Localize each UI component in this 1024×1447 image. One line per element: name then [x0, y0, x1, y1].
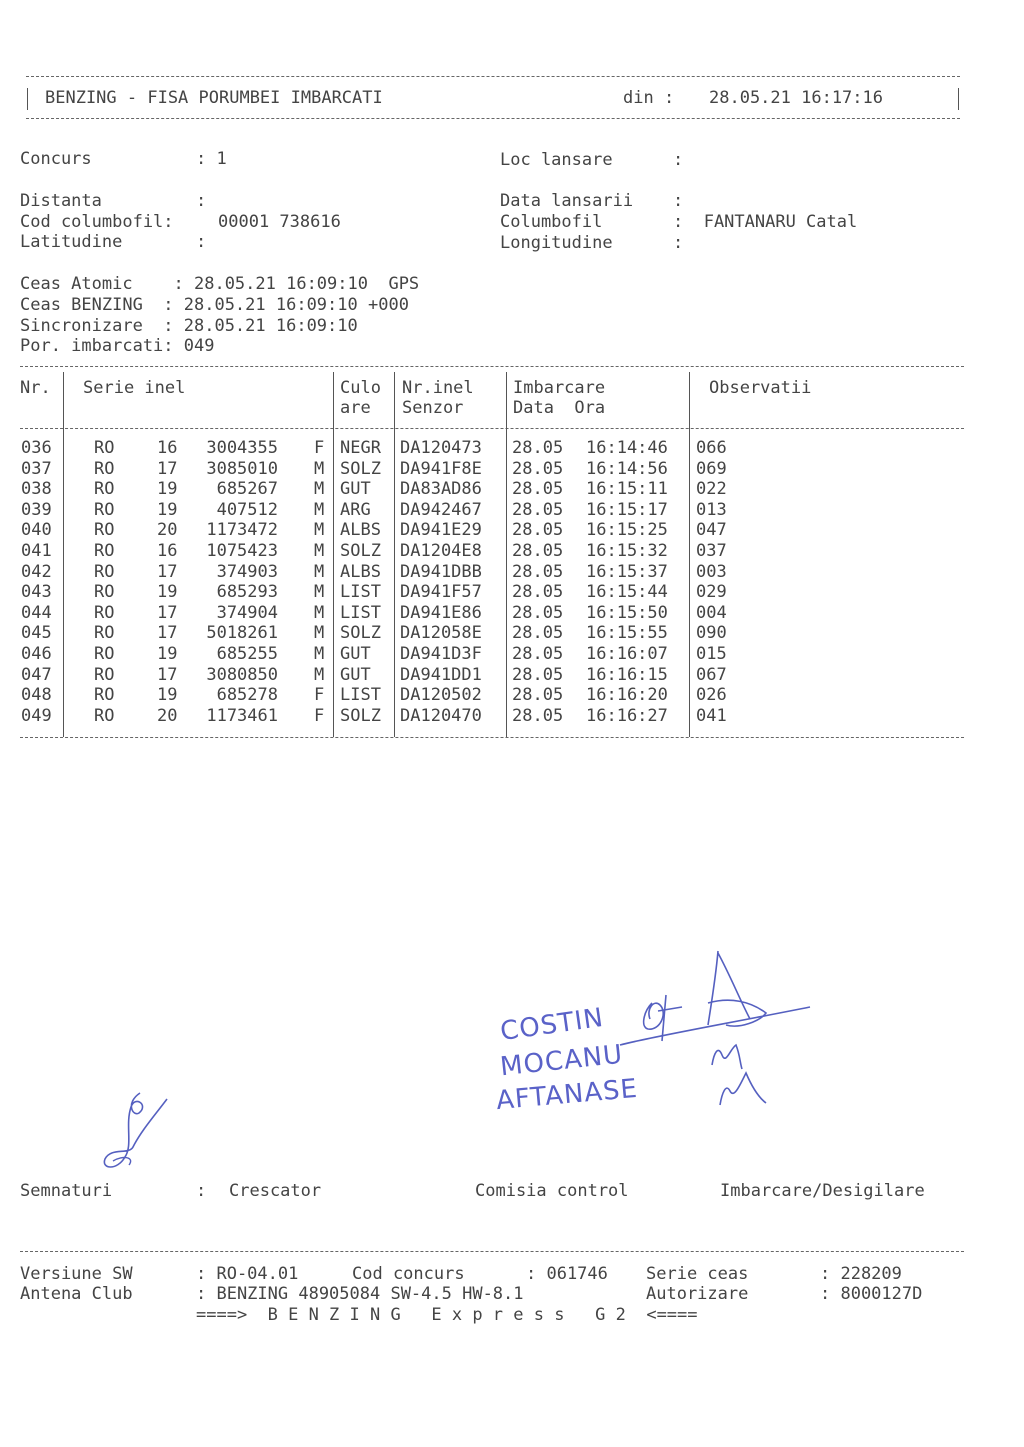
- signature-crescator: [95, 1085, 185, 1185]
- row-observatii: 004: [696, 602, 727, 623]
- row-date: 28.05: [512, 623, 564, 644]
- columbofil-label: Columbofil: [500, 212, 603, 232]
- data-lansarii-label: Data lansarii: [500, 191, 634, 211]
- row-time: 16:16:07: [586, 644, 668, 664]
- signature-comisia: [590, 945, 820, 1115]
- row-year: 16: [157, 438, 178, 458]
- row-color: GUT: [340, 479, 371, 500]
- row-sex: M: [314, 561, 325, 582]
- row-sex: M: [314, 602, 325, 623]
- row-country: RO: [94, 705, 115, 726]
- row-time: 16:16:20: [586, 685, 668, 706]
- footer-separator: [20, 1251, 964, 1252]
- header-nrinel-1: Nr.inel: [402, 378, 474, 398]
- table-header-separator: [20, 428, 964, 429]
- comisia-control-label: Comisia control: [475, 1181, 629, 1201]
- row-color: ARG: [340, 499, 371, 520]
- row-time: 16:15:50: [586, 602, 668, 623]
- row-observatii: 015: [696, 644, 727, 664]
- row-date: 28.05: [512, 602, 564, 623]
- row-nr: 047: [21, 664, 52, 685]
- row-observatii: 022: [696, 479, 727, 500]
- data-lansarii-value: :: [673, 191, 684, 211]
- header-culoare-2: are: [340, 398, 371, 418]
- row-color: GUT: [340, 664, 371, 685]
- row-color: GUT: [340, 644, 371, 664]
- row-nr: 037: [21, 458, 52, 479]
- row-sensor: DA120470: [400, 705, 482, 726]
- row-year: 17: [157, 623, 178, 644]
- row-date: 28.05: [512, 644, 564, 664]
- row-ring-number: 407512: [216, 499, 278, 520]
- row-sex: M: [314, 623, 325, 644]
- row-country: RO: [94, 685, 115, 706]
- row-country: RO: [94, 499, 115, 520]
- header-imbarcare-2: Data Ora: [513, 398, 606, 418]
- table-bottom-border: [20, 737, 964, 738]
- row-observatii: 037: [696, 541, 727, 561]
- row-sex: M: [314, 479, 325, 500]
- row-observatii: 066: [696, 438, 727, 458]
- row-date: 28.05: [512, 685, 564, 706]
- row-observatii: 029: [696, 582, 727, 603]
- row-sensor: DA12058E: [400, 623, 482, 644]
- table-row: [0, 603, 1024, 624]
- longitudine-label: Longitudine: [500, 233, 613, 253]
- longitudine-value: :: [673, 233, 684, 253]
- row-color: LIST: [340, 685, 381, 706]
- header-right-border: [958, 88, 959, 110]
- row-sensor: DA120473: [400, 438, 482, 458]
- semnaturi-label: Semnaturi: [20, 1181, 113, 1201]
- por-imbarcati: Por. imbarcati: 049: [20, 336, 215, 356]
- row-sex: M: [314, 499, 325, 520]
- row-sensor: DA1204E8: [400, 541, 482, 561]
- row-nr: 038: [21, 479, 52, 500]
- table-row: [0, 479, 1024, 500]
- row-sensor: DA941DBB: [400, 561, 482, 582]
- row-nr: 036: [21, 438, 52, 458]
- row-year: 19: [157, 644, 178, 664]
- row-date: 28.05: [512, 561, 564, 582]
- row-year: 17: [157, 602, 178, 623]
- row-ring-number: 685255: [216, 644, 278, 664]
- row-observatii: 090: [696, 623, 727, 644]
- antena-club-value: : BENZING 48905084 SW-4.5 HW-8.1: [196, 1284, 524, 1304]
- handwritten-name-mocanu: MOCANU: [498, 1039, 625, 1083]
- row-nr: 045: [21, 623, 52, 644]
- row-sensor: DA83AD86: [400, 479, 482, 500]
- header-top-border: [26, 76, 960, 77]
- crescator-label: Crescator: [229, 1181, 322, 1201]
- table-row: [0, 562, 1024, 583]
- row-sensor: DA941F57: [400, 582, 482, 603]
- row-country: RO: [94, 644, 115, 664]
- row-nr: 040: [21, 520, 52, 541]
- row-sensor: DA941F8E: [400, 458, 482, 479]
- row-ring-number: 3004355: [206, 438, 278, 458]
- header-din-label: din :: [623, 88, 675, 108]
- row-nr: 039: [21, 499, 52, 520]
- row-ring-number: 685278: [216, 685, 278, 706]
- row-date: 28.05: [512, 479, 564, 500]
- row-sex: F: [314, 705, 325, 726]
- row-color: NEGR: [340, 438, 381, 458]
- table-row: [0, 706, 1024, 727]
- row-sensor: DA941D3F: [400, 644, 482, 664]
- row-date: 28.05: [512, 458, 564, 479]
- row-nr: 041: [21, 541, 52, 561]
- row-nr: 049: [21, 705, 52, 726]
- antena-club-label: Antena Club: [20, 1284, 133, 1304]
- row-time: 16:16:27: [586, 705, 668, 726]
- row-date: 28.05: [512, 664, 564, 685]
- row-country: RO: [94, 438, 115, 458]
- row-sex: M: [314, 644, 325, 664]
- row-time: 16:15:25: [586, 520, 668, 541]
- latitudine-label: Latitudine: [20, 232, 123, 252]
- row-year: 19: [157, 499, 178, 520]
- row-year: 17: [157, 664, 178, 685]
- latitudine-value: :: [196, 232, 207, 252]
- autorizare-label: Autorizare: [646, 1284, 749, 1304]
- table-row: [0, 582, 1024, 603]
- row-time: 16:14:56: [586, 458, 668, 479]
- header-nrinel-2: Senzor: [402, 398, 464, 418]
- autorizare-value: : 8000127D: [820, 1284, 923, 1304]
- row-color: ALBS: [340, 561, 381, 582]
- row-time: 16:14:46: [586, 438, 668, 458]
- row-observatii: 013: [696, 499, 727, 520]
- row-country: RO: [94, 458, 115, 479]
- row-date: 28.05: [512, 541, 564, 561]
- row-country: RO: [94, 664, 115, 685]
- sincronizare: Sincronizare : 28.05.21 16:09:10: [20, 316, 358, 336]
- row-country: RO: [94, 561, 115, 582]
- row-year: 19: [157, 582, 178, 603]
- table-row: [0, 459, 1024, 480]
- row-year: 20: [157, 705, 178, 726]
- row-ring-number: 5018261: [206, 623, 278, 644]
- row-color: SOLZ: [340, 458, 381, 479]
- row-sex: M: [314, 458, 325, 479]
- header-serie-inel: Serie inel: [83, 378, 186, 398]
- row-color: SOLZ: [340, 623, 381, 644]
- cod-concurs-label: Cod concurs: [352, 1264, 465, 1284]
- row-sensor: DA941E86: [400, 602, 482, 623]
- header-left-border: [27, 88, 28, 110]
- row-year: 20: [157, 520, 178, 541]
- cod-concurs-value: : 061746: [526, 1264, 608, 1284]
- versiune-sw-value: : RO-04.01: [196, 1264, 299, 1284]
- row-country: RO: [94, 623, 115, 644]
- ceas-atomic: Ceas Atomic : 28.05.21 16:09:10 GPS: [20, 274, 420, 294]
- table-row: [0, 500, 1024, 521]
- versiune-sw-label: Versiune SW: [20, 1264, 133, 1284]
- cod-columbofil-value: 00001 738616: [218, 212, 341, 232]
- header-culoare-1: Culo: [340, 378, 381, 398]
- handwritten-name-aftanase: AFTANASE: [494, 1073, 640, 1117]
- row-ring-number: 3080850: [206, 664, 278, 685]
- report-title: BENZING - FISA PORUMBEI IMBARCATI: [45, 88, 383, 108]
- row-color: LIST: [340, 582, 381, 603]
- row-ring-number: 374904: [216, 602, 278, 623]
- row-sex: F: [314, 438, 325, 458]
- serie-ceas-label: Serie ceas: [646, 1264, 749, 1284]
- row-color: SOLZ: [340, 705, 381, 726]
- header-nr: Nr.: [20, 378, 51, 398]
- row-year: 17: [157, 561, 178, 582]
- row-ring-number: 3085010: [206, 458, 278, 479]
- row-sex: F: [314, 685, 325, 706]
- benzing-express-banner: ====> B E N Z I N G E x p r e s s G 2 <====: [196, 1305, 698, 1325]
- concurs-value: : 1: [196, 149, 227, 169]
- row-date: 28.05: [512, 499, 564, 520]
- ceas-benzing: Ceas BENZING : 28.05.21 16:09:10 +000: [20, 295, 409, 315]
- header-imbarcare-1: Imbarcare: [513, 378, 606, 398]
- row-ring-number: 685293: [216, 582, 278, 603]
- table-row: [0, 541, 1024, 562]
- row-time: 16:15:11: [586, 479, 668, 500]
- table-row: [0, 685, 1024, 706]
- row-country: RO: [94, 582, 115, 603]
- row-sensor: DA941E29: [400, 520, 482, 541]
- row-nr: 046: [21, 644, 52, 664]
- loc-lansare-value: :: [673, 150, 684, 170]
- imbarcare-desigilare-label: Imbarcare/Desigilare: [720, 1181, 925, 1201]
- row-year: 16: [157, 541, 178, 561]
- table-row: [0, 644, 1024, 665]
- cod-columbofil-label: Cod columbofil:: [20, 212, 174, 232]
- header-bottom-border: [26, 118, 960, 119]
- row-nr: 042: [21, 561, 52, 582]
- distanta-label: Distanta: [20, 191, 102, 211]
- row-observatii: 041: [696, 705, 727, 726]
- row-observatii: 026: [696, 685, 727, 706]
- row-color: LIST: [340, 602, 381, 623]
- row-date: 28.05: [512, 438, 564, 458]
- row-date: 28.05: [512, 520, 564, 541]
- row-year: 19: [157, 685, 178, 706]
- row-ring-number: 685267: [216, 479, 278, 500]
- row-sex: M: [314, 582, 325, 603]
- row-ring-number: 1173472: [206, 520, 278, 541]
- header-observatii: Observatii: [709, 378, 812, 398]
- row-color: ALBS: [340, 520, 381, 541]
- row-color: SOLZ: [340, 541, 381, 561]
- handwritten-name-costin: COSTIN: [498, 1002, 606, 1048]
- row-observatii: 069: [696, 458, 727, 479]
- concurs-label: Concurs: [20, 149, 92, 169]
- row-time: 16:15:44: [586, 582, 668, 603]
- columbofil-value: : FANTANARU Catal: [673, 212, 858, 232]
- row-time: 16:15:32: [586, 541, 668, 561]
- distanta-value: :: [196, 191, 207, 211]
- table-row: [0, 623, 1024, 644]
- semnaturi-separator: :: [196, 1181, 207, 1201]
- row-ring-number: 1173461: [206, 705, 278, 726]
- row-sensor: DA942467: [400, 499, 482, 520]
- row-time: 16:15:55: [586, 623, 668, 644]
- loc-lansare-label: Loc lansare: [500, 150, 613, 170]
- row-time: 16:15:17: [586, 499, 668, 520]
- table-top-border: [20, 366, 964, 367]
- row-year: 17: [157, 458, 178, 479]
- row-observatii: 003: [696, 561, 727, 582]
- row-sensor: DA120502: [400, 685, 482, 706]
- table-row: [0, 438, 1024, 459]
- row-sensor: DA941DD1: [400, 664, 482, 685]
- serie-ceas-value: : 228209: [820, 1264, 902, 1284]
- table-row: [0, 520, 1024, 541]
- row-sex: M: [314, 541, 325, 561]
- row-time: 16:16:15: [586, 664, 668, 685]
- row-nr: 044: [21, 602, 52, 623]
- row-nr: 048: [21, 685, 52, 706]
- row-ring-number: 374903: [216, 561, 278, 582]
- row-observatii: 047: [696, 520, 727, 541]
- row-observatii: 067: [696, 664, 727, 685]
- row-country: RO: [94, 479, 115, 500]
- header-datetime: 28.05.21 16:17:16: [709, 88, 883, 108]
- row-sex: M: [314, 520, 325, 541]
- row-year: 19: [157, 479, 178, 500]
- row-sex: M: [314, 664, 325, 685]
- row-country: RO: [94, 541, 115, 561]
- row-date: 28.05: [512, 582, 564, 603]
- row-ring-number: 1075423: [206, 541, 278, 561]
- row-nr: 043: [21, 582, 52, 603]
- row-country: RO: [94, 520, 115, 541]
- row-country: RO: [94, 602, 115, 623]
- row-date: 28.05: [512, 705, 564, 726]
- table-row: [0, 665, 1024, 686]
- row-time: 16:15:37: [586, 561, 668, 582]
